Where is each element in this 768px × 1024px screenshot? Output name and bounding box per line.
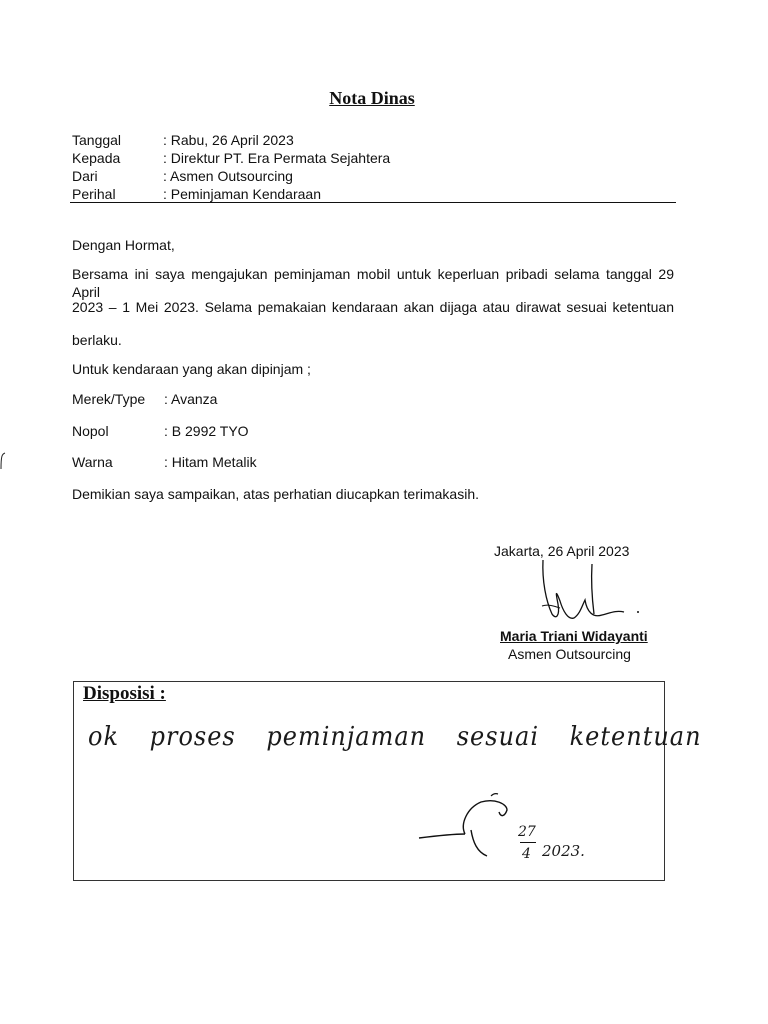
header-divider bbox=[70, 202, 676, 203]
detail-value: : Avanza bbox=[164, 391, 218, 407]
detail-row-merek bbox=[72, 390, 372, 408]
date-fraction-line bbox=[520, 842, 536, 843]
header-value: : Direktur PT. Era Permata Sejahtera bbox=[163, 150, 391, 166]
detail-row-nopol bbox=[72, 422, 372, 440]
margin-mark-icon bbox=[0, 452, 6, 470]
disposisi-date-bottom: 4 bbox=[522, 846, 531, 862]
header-value: : Peminjaman Kendaraan bbox=[163, 186, 321, 202]
closing-sentence: Demikian saya sampaikan, atas perhatian diucapkan terimakasih. bbox=[72, 486, 479, 502]
signer-position: Asmen Outsourcing bbox=[508, 646, 631, 662]
body-line-1: Bersama ini saya mengajukan peminjaman mobil untuk keperluan pribadi selama tanggal 29 April bbox=[72, 266, 674, 300]
disposisi-year: 2023. bbox=[542, 842, 585, 860]
vehicle-intro: Untuk kendaraan yang akan dipinjam ; bbox=[72, 361, 311, 377]
header-label: Tanggal bbox=[72, 132, 122, 148]
detail-value: : Hitam Metalik bbox=[164, 454, 257, 470]
detail-row-warna bbox=[72, 453, 372, 471]
disposisi-date-top: 27 bbox=[518, 824, 536, 840]
header-label: Perihal bbox=[72, 186, 116, 202]
document-title: Nota Dinas bbox=[329, 88, 415, 108]
disposisi-title: Disposisi : bbox=[83, 683, 166, 704]
disposisi-note: ok proses peminjaman sesuai ketentuan bbox=[88, 720, 702, 752]
signature-scribble-icon bbox=[530, 556, 645, 636]
header-label: Dari bbox=[72, 168, 98, 184]
greeting: Dengan Hormat, bbox=[72, 237, 175, 253]
header-value: : Asmen Outsourcing bbox=[163, 168, 293, 184]
place-date: Jakarta, 26 April 2023 bbox=[494, 543, 630, 559]
body-line-2: 2023 – 1 Mei 2023. Selama pemakaian kendaraan akan dijaga atau dirawat sesuai ketentuan bbox=[72, 299, 674, 315]
detail-label: Nopol bbox=[72, 423, 109, 439]
detail-label: Warna bbox=[72, 454, 113, 470]
header-label: Kepada bbox=[72, 150, 121, 166]
detail-value: : B 2992 TYO bbox=[164, 423, 249, 439]
paraf-scribble-icon bbox=[415, 790, 525, 865]
body-line-3: berlaku. bbox=[72, 332, 122, 348]
signer-name: Maria Triani Widayanti bbox=[500, 628, 648, 644]
header-value: : Rabu, 26 April 2023 bbox=[163, 132, 294, 148]
detail-label: Merek/Type bbox=[72, 391, 146, 407]
